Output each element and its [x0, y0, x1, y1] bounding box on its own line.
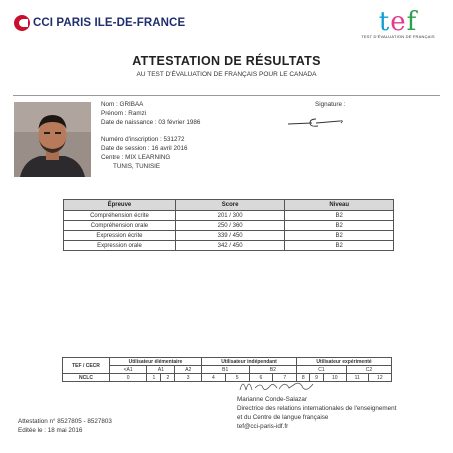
scale-level: A2 [175, 366, 202, 374]
nclc-value: 6 [249, 374, 273, 382]
header-epreuve: Épreuve [64, 200, 176, 211]
scale-group: Utilisateur élémentaire [110, 358, 202, 366]
scores-header-row [64, 200, 394, 211]
header-divider [13, 95, 440, 96]
table-row [64, 211, 394, 221]
tef-logo-subtitle: TEST D'ÉVALUATION DE FRANÇAIS [361, 34, 435, 39]
scale-group-row [63, 358, 392, 366]
candidate-registration: Numéro d'inscription : 531272 [101, 136, 185, 143]
nclc-value: 5 [225, 374, 249, 382]
scale-row-label: TEF / CECR [63, 358, 110, 374]
scale-group: Utilisateur expérimenté [297, 358, 392, 366]
candidate-name: Nom : GRIBAA [101, 101, 144, 108]
nclc-value: 2 [161, 374, 175, 382]
candidate-centre-city: TUNIS, TUNISIE [113, 163, 161, 170]
header-niveau: Niveau [285, 200, 394, 211]
table-row [64, 221, 394, 231]
niveau-cell: B2 [285, 231, 394, 241]
signer-email: tef@cci-paris-idf.fr [237, 423, 289, 430]
scale-nclc-row [63, 374, 392, 382]
candidate-firstname: Prénom : Ramzi [101, 110, 147, 117]
signer-title-line2: et du Centre de langue française [237, 414, 329, 421]
scale-level: C1 [297, 366, 347, 374]
epreuve-cell: Compréhension écrite [64, 211, 176, 221]
scale-group: Utilisateur indépendant [201, 358, 296, 366]
score-cell: 342 / 450 [175, 241, 285, 251]
table-row [64, 241, 394, 251]
niveau-cell: B2 [285, 221, 394, 231]
attestation-date: Editée le : 18 mai 2016 [18, 427, 83, 434]
candidate-birthdate: Date de naissance : 03 février 1986 [101, 119, 201, 126]
cefr-scale-table [62, 357, 392, 382]
nclc-value: 10 [323, 374, 346, 382]
document-title: ATTESTATION DE RÉSULTATS [132, 54, 321, 68]
nclc-value: 1 [147, 374, 161, 382]
scale-level: B1 [201, 366, 249, 374]
epreuve-cell: Expression écrite [64, 231, 176, 241]
scale-level: <A1 [110, 366, 147, 374]
tef-logo [357, 7, 439, 39]
scale-level: C2 [346, 366, 391, 374]
cci-logo-text: CCI PARIS ILE-DE-FRANCE [33, 17, 186, 29]
candidate-centre: Centre : MIX LEARNING [101, 154, 171, 161]
niveau-cell: B2 [285, 211, 394, 221]
score-cell: 339 / 450 [175, 231, 285, 241]
table-row [64, 231, 394, 241]
epreuve-cell: Compréhension orale [64, 221, 176, 231]
nclc-value: 4 [201, 374, 225, 382]
scores-table [63, 199, 394, 251]
nclc-value: 8 [297, 374, 310, 382]
scale-level-row [63, 366, 392, 374]
cci-logo-icon [14, 15, 30, 31]
document-subtitle: AU TEST D'ÉVALUATION DE FRANÇAIS POUR LE CANADA [136, 71, 317, 78]
nclc-value: 0 [110, 374, 147, 382]
epreuve-cell: Expression orale [64, 241, 176, 251]
nclc-value: 7 [273, 374, 297, 382]
candidate-photo [14, 102, 91, 177]
tef-logo-wordmark: tef [378, 7, 418, 37]
candidate-signature [286, 114, 346, 135]
scale-level: A1 [147, 366, 175, 374]
nclc-value: 3 [175, 374, 202, 382]
nclc-value: 11 [346, 374, 368, 382]
signature-label: Signature : [315, 101, 346, 108]
scale-level: B2 [249, 366, 297, 374]
scale-row-label: NCLC [63, 374, 110, 382]
nclc-value: 12 [368, 374, 391, 382]
niveau-cell: B2 [285, 241, 394, 251]
signer-name: Marianne Conde-Salazar [237, 396, 308, 403]
score-cell: 201 / 300 [175, 211, 285, 221]
nclc-value: 9 [310, 374, 323, 382]
attestation-number: Attestation n° 8527805 - 8527803 [18, 418, 112, 425]
signer-title-line1: Directrice des relations internationales de l'enseignement [237, 405, 397, 412]
score-cell: 250 / 360 [175, 221, 285, 231]
candidate-session-date: Date de session : 16 avril 2016 [101, 145, 188, 152]
cci-logo [14, 15, 185, 31]
header-score: Score [175, 200, 285, 211]
